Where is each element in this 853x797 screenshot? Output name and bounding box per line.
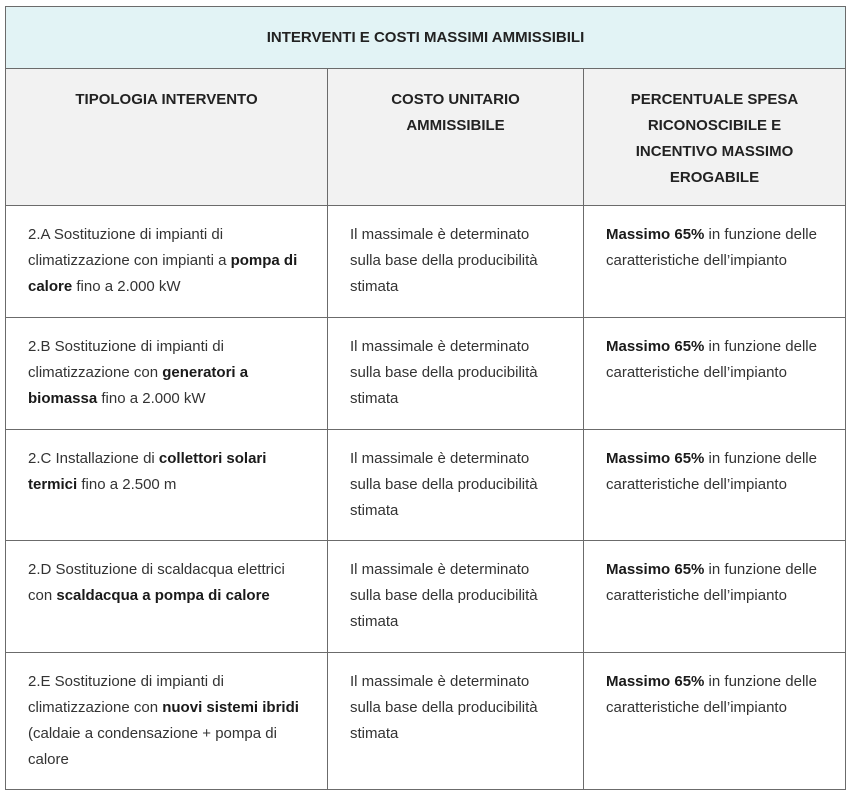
table-row	[6, 430, 846, 541]
cell-intervento: 2.E Sostituzione di impianti di climatizzazione con nuovi sistemi ibridi (caldaie a condensazione + pompa di calore	[6, 653, 328, 790]
cell-costo: Il massimale è determinato sulla base della producibilità stimata	[328, 541, 584, 653]
cell-costo: Il massimale è determinato sulla base della producibilità stimata	[328, 430, 584, 541]
cell-costo: Il massimale è determinato sulla base della producibilità stimata	[328, 318, 584, 430]
table-row	[6, 653, 846, 790]
cell-percentuale: Massimo 65% in funzione delle caratteristiche dell’impianto	[584, 430, 846, 541]
table-row	[6, 206, 846, 318]
cell-intervento: 2.A Sostituzione di impianti di climatizzazione con impianti a pompa di calore fino a 2.000 kW	[6, 206, 328, 318]
cell-costo: Il massimale è determinato sulla base della producibilità stimata	[328, 653, 584, 790]
table-row	[6, 541, 846, 653]
cell-intervento: 2.C Installazione di collettori solari termici fino a 2.500 m	[6, 430, 328, 541]
header-tipologia: TIPOLOGIA INTERVENTO	[6, 69, 328, 206]
cell-percentuale: Massimo 65% in funzione delle caratteristiche dell’impianto	[584, 541, 846, 653]
cell-intervento: 2.D Sostituzione di scaldacqua elettrici con scaldacqua a pompa di calore	[6, 541, 328, 653]
cell-intervento: 2.B Sostituzione di impianti di climatizzazione con generatori a biomassa fino a 2.000 kW	[6, 318, 328, 430]
cell-percentuale: Massimo 65% in funzione delle caratteristiche dell’impianto	[584, 206, 846, 318]
interventions-table	[5, 6, 846, 790]
table-title: INTERVENTI E COSTI MASSIMI AMMISSIBILI	[6, 7, 846, 69]
cell-costo: Il massimale è determinato sulla base della producibilità stimata	[328, 206, 584, 318]
table-row	[6, 318, 846, 430]
header-costo: COSTO UNITARIO AMMISSIBILE	[328, 69, 584, 206]
header-percentuale: PERCENTUALE SPESA RICONOSCIBILE E INCENTIVO MASSIMO EROGABILE	[584, 69, 846, 206]
cell-percentuale: Massimo 65% in funzione delle caratteristiche dell’impianto	[584, 653, 846, 790]
cell-percentuale: Massimo 65% in funzione delle caratteristiche dell’impianto	[584, 318, 846, 430]
